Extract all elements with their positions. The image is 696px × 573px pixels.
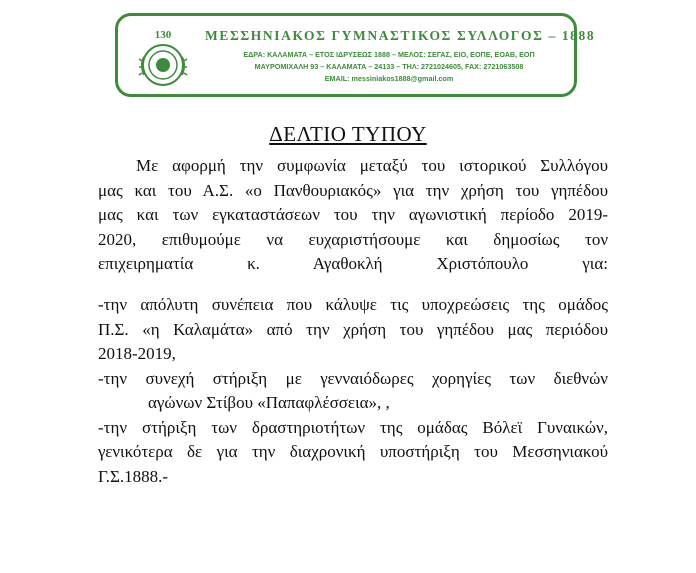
text-line: -την στήριξη των δραστηριοτήτων της ομάδας Βόλεϊ Γυναικών,	[98, 417, 608, 437]
text-line: επιχειρηματία κ. Αγαθοκλή Χριστόπουλο για:	[98, 254, 608, 273]
letterhead	[115, 13, 596, 97]
document-title: ΔΕΛΤΙΟ ΤΥΠΟΥ	[269, 122, 427, 146]
text-line: Π.Σ. «η Καλαμάτα» από την χρήση του γηπέδου μας περιόδου	[98, 319, 608, 339]
email-line: EMAIL: messiniakos1888@gmail.com	[324, 74, 454, 83]
text-line: Γ.Σ.1888.-	[98, 466, 169, 486]
text-line: -την απόλυτη συνέπεια που κάλυψε τις υποχρεώσεις της ομάδος	[98, 295, 608, 314]
text-line: γενικότερα δε για την διαχρονική υποστήριξη του Μεσσηνιακού	[98, 442, 608, 461]
paragraph-intro	[98, 154, 608, 277]
text-line: αγώνων Στίβου «Παπαφλέσσεια», ,	[148, 393, 390, 412]
contact-line: ΜΑΥΡΟΜΙΧΑΛΗ 93 – ΚΑΛΑΜΑΤΑ – 24133 – ΤΗΛ: 2721024605, FAX: 2721063508	[254, 62, 524, 71]
org-name: ΜΕΣΣΗΝΙΑΚΟΣ ΓΥΜΝΑΣΤΙΚΟΣ ΣΥΛΛΟΓΟΣ – 1888	[205, 28, 596, 43]
club-emblem-icon	[134, 27, 192, 89]
text-line: 2018-2019,	[98, 344, 176, 363]
text-line: 2020, επιθυμούμε να ευχαριστήσουμε και δημοσίως τον	[98, 229, 608, 249]
address-line: ΕΔΡΑ: ΚΑΛΑΜΑΤΑ – ΕΤΟΣ ΙΔΡΥΣΕΩΣ 1888 – ΜΕΛΟΣ: ΣΕΓΑΣ, ΕΙΟ, ΕΟΠΕ, ΕΟΑΒ, ΕΟΠ	[243, 50, 535, 59]
paragraph-list	[98, 293, 608, 489]
text-line: μας και του Α.Σ. «ο Πανθουριακός» για την χρήση του γηπέδου	[98, 180, 608, 200]
text-line: -την συνεχή στήριξη με γενναιόδωρες χορηγίες των διεθνών	[98, 368, 608, 388]
text-line: Με αφορμή την συμφωνία μεταξύ του ιστορικού Συλλόγου	[136, 156, 608, 175]
text-line: μας και των εγκαταστάσεων του την αγωνιστική περίοδο 2019-	[98, 205, 608, 224]
anniversary-number: 130	[154, 29, 172, 41]
